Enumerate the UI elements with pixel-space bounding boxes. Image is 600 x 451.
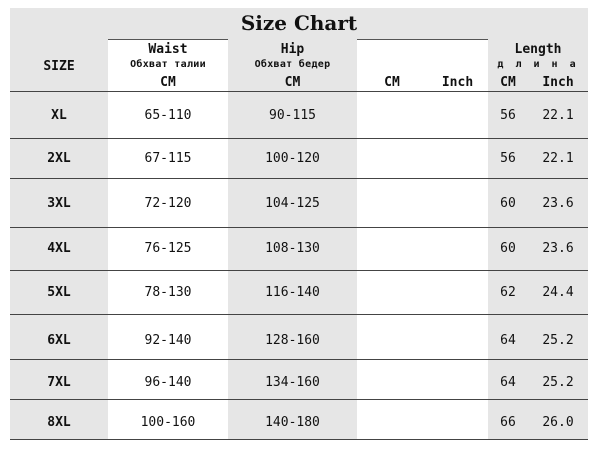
header-divider bbox=[10, 91, 588, 92]
cell-size: 2XL bbox=[47, 151, 71, 166]
cell-hip: 134-160 bbox=[265, 375, 320, 390]
cell-hip: 104-125 bbox=[265, 196, 320, 211]
cell-waist: 76-125 bbox=[144, 241, 192, 256]
header-blank-cm: CM bbox=[384, 75, 400, 90]
cell-length-cm: 60 bbox=[500, 241, 516, 256]
cell-length-cm: 66 bbox=[500, 415, 516, 430]
cell-length-inch: 24.4 bbox=[542, 285, 574, 300]
header-length-inch: Inch bbox=[542, 75, 574, 90]
cell-hip: 128-160 bbox=[265, 333, 320, 348]
header-waist-ru: Обхват талии bbox=[130, 59, 206, 70]
cell-size: 4XL bbox=[47, 241, 71, 256]
cell-length-inch: 25.2 bbox=[542, 333, 574, 348]
chart-title: Size Chart bbox=[10, 8, 588, 40]
header-waist-unit: CM bbox=[160, 75, 176, 90]
cell-size: 5XL bbox=[47, 285, 71, 300]
header-hip-ru: Обхват бедер bbox=[254, 59, 331, 70]
row-divider bbox=[10, 138, 588, 139]
size-chart-table bbox=[10, 8, 588, 440]
cell-waist: 78-130 bbox=[144, 285, 192, 300]
cell-waist: 67-115 bbox=[144, 151, 192, 166]
cell-waist: 72-120 bbox=[144, 196, 192, 211]
cell-length-cm: 64 bbox=[500, 333, 516, 348]
header-length-ru: д л и н а bbox=[497, 59, 579, 70]
cell-size: 8XL bbox=[47, 415, 71, 430]
header-length-cm: CM bbox=[500, 75, 516, 90]
header-hip: Hip bbox=[280, 42, 305, 57]
row-divider bbox=[10, 270, 588, 271]
cell-waist: 96-140 bbox=[144, 375, 192, 390]
header-length: Length bbox=[514, 42, 562, 57]
cell-size: XL bbox=[51, 108, 67, 123]
cell-length-cm: 56 bbox=[500, 108, 516, 123]
cell-length-cm: 56 bbox=[500, 151, 516, 166]
row-divider bbox=[10, 399, 588, 400]
cell-size: 6XL bbox=[47, 333, 71, 348]
table-bottom-border bbox=[10, 439, 588, 440]
row-divider bbox=[10, 178, 588, 179]
cell-length-inch: 25.2 bbox=[542, 375, 574, 390]
cell-length-inch: 22.1 bbox=[542, 151, 574, 166]
cell-hip: 108-130 bbox=[265, 241, 320, 256]
header-hip-unit: CM bbox=[284, 75, 301, 90]
cell-length-cm: 60 bbox=[500, 196, 516, 211]
header-blank-inch: Inch bbox=[441, 75, 474, 90]
cell-hip: 116-140 bbox=[265, 285, 320, 300]
cell-length-cm: 62 bbox=[500, 285, 516, 300]
cell-waist: 100-160 bbox=[140, 415, 196, 430]
cell-hip: 90-115 bbox=[269, 108, 316, 123]
row-divider bbox=[10, 359, 588, 360]
cell-size: 7XL bbox=[47, 375, 71, 390]
cell-length-inch: 22.1 bbox=[542, 108, 574, 123]
cell-waist: 65-110 bbox=[144, 108, 192, 123]
header-size: SIZE bbox=[43, 59, 75, 74]
row-divider bbox=[10, 227, 588, 228]
cell-length-cm: 64 bbox=[500, 375, 516, 390]
cell-waist: 92-140 bbox=[144, 333, 192, 348]
cell-hip: 140-180 bbox=[265, 415, 320, 430]
row-divider bbox=[10, 314, 588, 315]
cell-size: 3XL bbox=[47, 196, 71, 211]
cell-length-inch: 23.6 bbox=[542, 196, 574, 211]
header-waist: Waist bbox=[148, 42, 188, 57]
cell-length-inch: 26.0 bbox=[542, 415, 574, 430]
cell-hip: 100-120 bbox=[265, 151, 320, 166]
cell-length-inch: 23.6 bbox=[542, 241, 574, 256]
